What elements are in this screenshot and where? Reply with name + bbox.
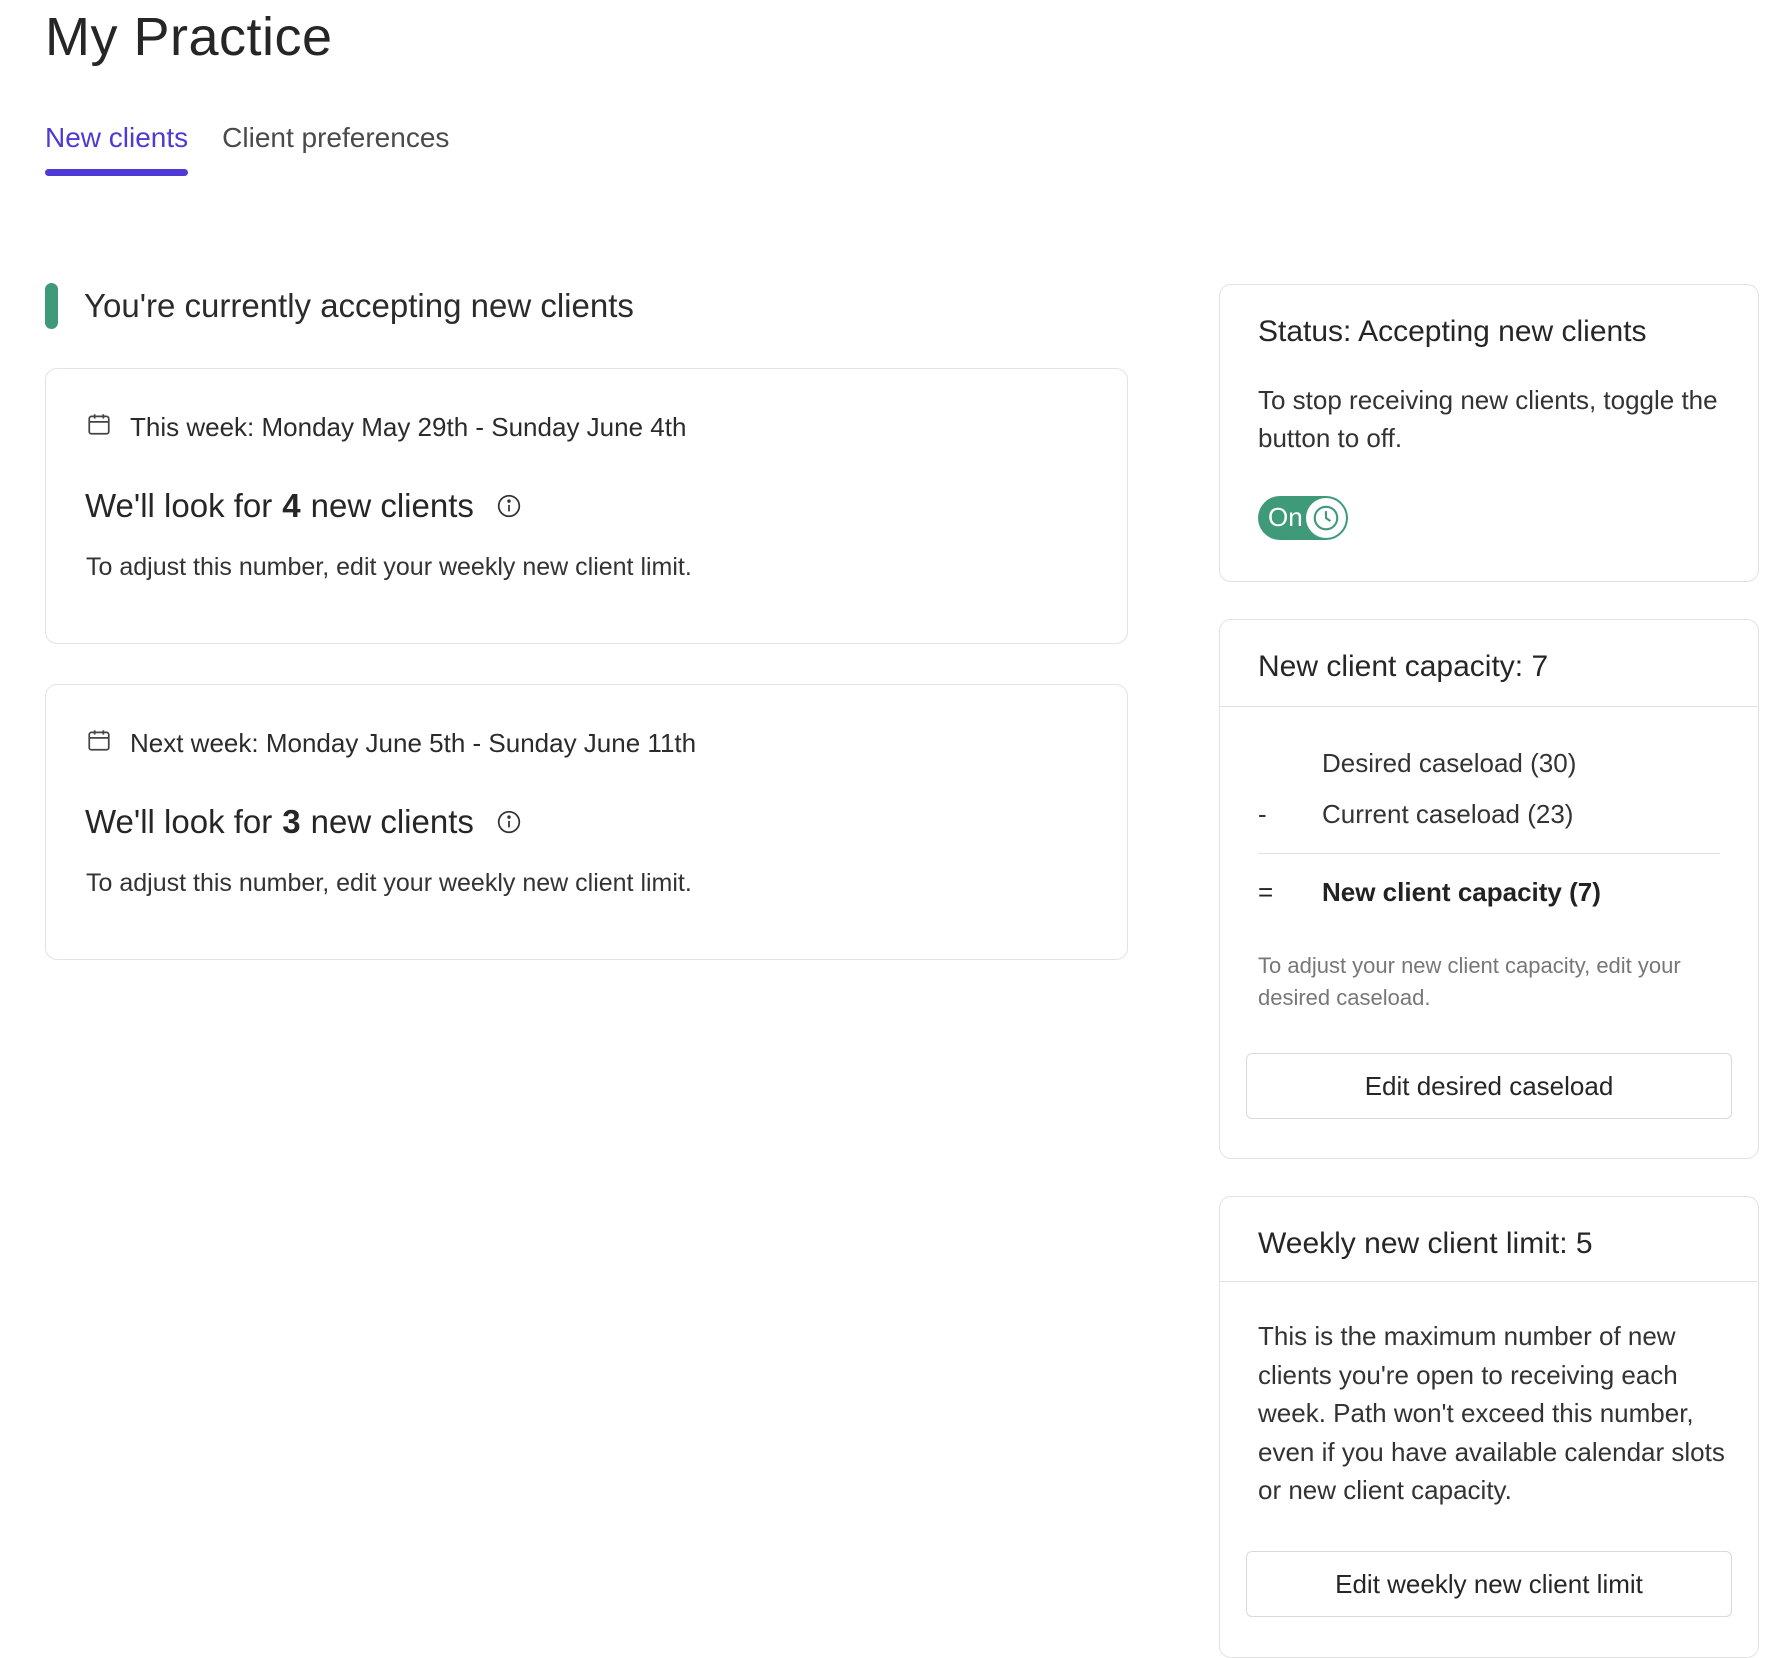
page-title: My Practice	[45, 7, 333, 67]
new-clients-target	[85, 487, 522, 525]
status-card	[1219, 284, 1759, 582]
tab-client-preferences[interactable]: Client preferences	[222, 122, 450, 153]
status-card-title: Status: Accepting new clients	[1258, 315, 1647, 348]
calc-divider	[1258, 853, 1720, 854]
capacity-card	[1219, 619, 1759, 1159]
look-prefix: We'll look for	[85, 803, 273, 840]
this-week-card	[45, 368, 1128, 644]
calc-label: Current caseload (23)	[1322, 799, 1574, 829]
new-clients-target	[85, 803, 522, 841]
calc-label: New client capacity (7)	[1322, 877, 1601, 907]
tab-bar	[45, 122, 449, 174]
calendar-icon	[86, 727, 130, 760]
edit-desired-caseload-button[interactable]: Edit desired caseload	[1246, 1053, 1732, 1119]
week-hint: To adjust this number, edit your weekly new client limit.	[86, 553, 692, 581]
calendar-icon	[86, 411, 130, 444]
toggle-label: On	[1268, 502, 1303, 532]
status-heading-text: You're currently accepting new clients	[84, 287, 634, 324]
edit-weekly-limit-button[interactable]: Edit weekly new client limit	[1246, 1551, 1732, 1617]
calc-row-total	[1258, 877, 1601, 908]
calc-label: Desired caseload (30)	[1322, 748, 1577, 778]
calc-row-current	[1258, 799, 1573, 830]
tab-new-clients[interactable]: New clients	[45, 122, 188, 174]
capacity-note: To adjust your new client capacity, edit your desired caseload.	[1258, 953, 1681, 1010]
new-clients-count: 4	[282, 487, 301, 524]
look-suffix: new clients	[310, 803, 474, 840]
next-week-card	[45, 684, 1128, 960]
calc-row-desired	[1258, 748, 1576, 779]
status-card-description: To stop receiving new clients, toggle the button to off.	[1258, 385, 1718, 453]
calc-operator	[1258, 748, 1322, 779]
clock-icon	[1306, 498, 1346, 538]
weekly-limit-card	[1219, 1196, 1759, 1658]
week-range-label: This week: Monday May 29th - Sunday June 4th	[130, 412, 687, 442]
new-clients-count: 3	[282, 803, 301, 840]
calc-operator: =	[1258, 877, 1274, 907]
accepting-toggle[interactable]	[1258, 496, 1348, 540]
calc-operator: -	[1258, 799, 1267, 829]
divider	[1220, 706, 1758, 707]
week-range-label: Next week: Monday June 5th - Sunday June 11th	[130, 728, 697, 758]
info-icon[interactable]	[496, 493, 522, 519]
divider	[1220, 1281, 1758, 1282]
week-range	[86, 411, 686, 444]
weekly-limit-description: This is the maximum number of new clients you're open to receiving each week. Path won't exceed this number, even if you have available calendar slots or new client capacity.	[1258, 1321, 1725, 1505]
info-icon[interactable]	[496, 809, 522, 835]
look-suffix: new clients	[310, 487, 474, 524]
accepting-status-heading	[45, 283, 634, 329]
week-hint: To adjust this number, edit your weekly new client limit.	[86, 869, 692, 897]
weekly-limit-title: Weekly new client limit: 5	[1258, 1227, 1593, 1260]
week-range	[86, 727, 696, 760]
look-prefix: We'll look for	[85, 487, 273, 524]
capacity-card-title: New client capacity: 7	[1258, 650, 1549, 683]
status-indicator-bar	[45, 283, 58, 329]
